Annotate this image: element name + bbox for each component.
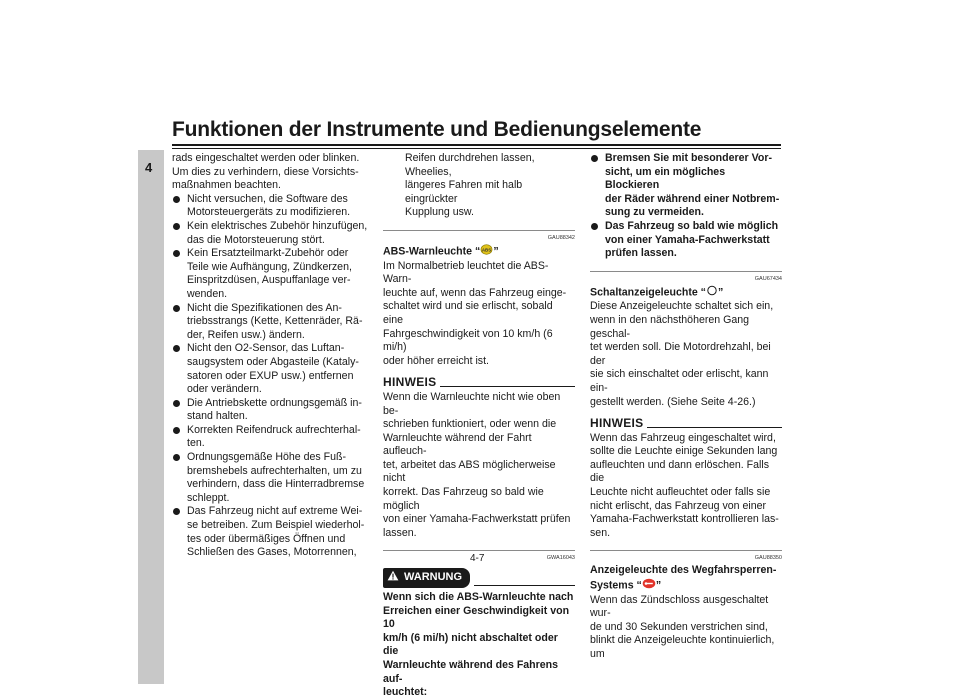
title-rule [172, 144, 781, 146]
column-left [172, 152, 370, 560]
section-divider [590, 550, 782, 551]
note-heading: HINWEIS [590, 417, 782, 431]
list-item: Ordnungsgemäße Höhe des Fuß- bremshebels aufrechterhalten, um zu verhindern, dass die Hinterradbremse schleppt. [172, 451, 370, 505]
text-line: Um dies zu verhindern, diese Vorsichts- [172, 165, 359, 178]
text-line: maßnahmen beachten. [172, 179, 281, 192]
list-item: Das Fahrzeug so bald wie möglich von einer Yamaha-Fachwerkstatt prüfen lassen. [590, 220, 782, 261]
bullet-icon [173, 427, 180, 434]
abs-warning-icon [480, 244, 493, 260]
section-code: GAU88350 [754, 555, 782, 562]
bullet-icon [591, 155, 598, 162]
warning-paragraph: Wenn sich die ABS-Warnleuchte nach Erreichen einer Geschwindigkeit von 10 km/h (6 mi/h) nicht abschaltet oder die Warnleuchte während des Fahrens auf- leuchtet: [383, 591, 574, 699]
list-item: Das Fahrzeug nicht auf extreme Wei- se betreiben. Zum Beispiel wiederhol- tes oder übermäßiges Öffnen und Schließen des Gases, Motorrennen, [172, 505, 370, 559]
text-line: rads eingeschaltet werden oder blinken. [172, 152, 360, 164]
bullet-icon [173, 305, 180, 312]
warning-list [590, 152, 782, 261]
section-heading-shift: Schaltanzeigeleuchte “ ” [590, 286, 724, 299]
page-title: Funktionen der Instrumente und Bedienungselemente [172, 118, 702, 141]
bullet-icon [173, 508, 180, 515]
bullet-icon [173, 250, 180, 257]
chapter-tab [138, 150, 164, 684]
section-code: GWA16043 [546, 555, 575, 562]
section-divider [383, 550, 575, 551]
note-paragraph: Wenn das Fahrzeug eingeschaltet wird, sollte die Leuchte einige Sekunden lang aufleuchten und dann erlöschen. Falls die Leuchte nicht aufleuchtet oder falls sie nicht erlischt, das Fahrzeug von einer Yamaha-Fachwerkstatt kontrollieren las- sen. [590, 431, 779, 539]
list-item: Bremsen Sie mit besonderer Vor- sicht, um ein mögliches Blockieren der Räder während einer Notbrem- sung zu vermeiden. [590, 152, 782, 220]
bullet-icon [173, 454, 180, 461]
list-item: Kein elektrisches Zubehör hinzufügen, das die Motorsteuerung stört. [172, 220, 370, 247]
bullet-icon [173, 196, 180, 203]
bullet-icon [591, 223, 598, 230]
note-paragraph: Wenn die Warnleuchte nicht wie oben be- schrieben funktioniert, oder wenn die Warnleuchte während der Fahrt aufleuch- tet, arbeitet das ABS möglicherweise nicht korrekt. Das Fahrzeug so bald wie möglich von einer Yamaha-Fachwerkstatt prüfen lassen. [383, 390, 571, 539]
immobilizer-icon [642, 578, 656, 594]
page-number: 4-7 [470, 553, 485, 564]
precaution-list [172, 193, 370, 560]
immobilizer-paragraph: Wenn das Zündschloss ausgeschaltet wur- de und 30 Sekunden verstrichen sind, blinkt die Anzeigeleuchte kontinuierlich, um [590, 593, 775, 660]
intro-paragraph [172, 152, 370, 193]
list-item: Korrekten Reifendruck aufrechterhal- ten. [172, 424, 370, 451]
section-divider [590, 271, 782, 272]
title-rule-thin [172, 148, 781, 149]
warning-heading [383, 568, 575, 588]
chapter-number: 4 [145, 160, 153, 175]
continued-text: Reifen durchdrehen lassen, Wheelies, längeres Fahren mit halb eingrückter Kupplung usw. [405, 152, 535, 219]
note-heading: HINWEIS [383, 376, 575, 390]
section-heading-immobilizer: Anzeigeleuchte des Wegfahrsperren- Systems “ ” [590, 564, 777, 592]
list-item: Nicht den O2-Sensor, das Luftan- saugsystem oder Abgasteile (Kataly- satoren oder EXUP usw.) entfernen oder verändern. [172, 342, 370, 396]
section-divider [383, 230, 575, 231]
section-code: GAU67434 [754, 275, 782, 282]
warning-badge: WARNUNG [383, 568, 470, 588]
column-middle [383, 152, 575, 700]
svg-text:ABS: ABS [482, 247, 492, 253]
section-code: GAU88342 [547, 234, 575, 241]
list-item: Nicht die Spezifikationen des An- triebsstrangs (Kette, Kettenräder, Rä- der, Reifen usw.) ändern. [172, 302, 370, 343]
list-item: Kein Ersatzteilmarkt-Zubehör oder Teile wie Aufhängung, Zündkerzen, Einspritzdüsen, Auspuffanlage ver- wenden. [172, 247, 370, 301]
bullet-icon [173, 345, 180, 352]
shift-paragraph: Diese Anzeigeleuchte schaltet sich ein, wenn in den nächsthöheren Gang geschal- tet werden soll. Die Motordrehzahl, bei der sie sich einschaltet oder erlischt, kann ein- gestellt werden. (Siehe Seite 4-26.) [590, 300, 774, 408]
bullet-icon [173, 400, 180, 407]
list-item: Nicht versuchen, die Software des Motorsteuergeräts zu modifizieren. [172, 193, 370, 220]
column-right [590, 152, 782, 662]
list-item: Die Antriebskette ordnungsgemäß in- stand halten. [172, 397, 370, 424]
warning-triangle-icon [387, 570, 399, 586]
section-heading-abs: ABS-Warnleuchte “ ABS ” [383, 245, 499, 258]
bullet-icon [173, 223, 180, 230]
abs-paragraph: Im Normalbetrieb leuchtet die ABS-Warn- leuchte auf, wenn das Fahrzeug einge- schaltet wird und sie erlischt, sobald eine Fahrgeschwindigkeit von 10 km/h (6 mi/h) oder höher erreicht ist. [383, 259, 567, 367]
shift-indicator-icon [706, 285, 718, 301]
